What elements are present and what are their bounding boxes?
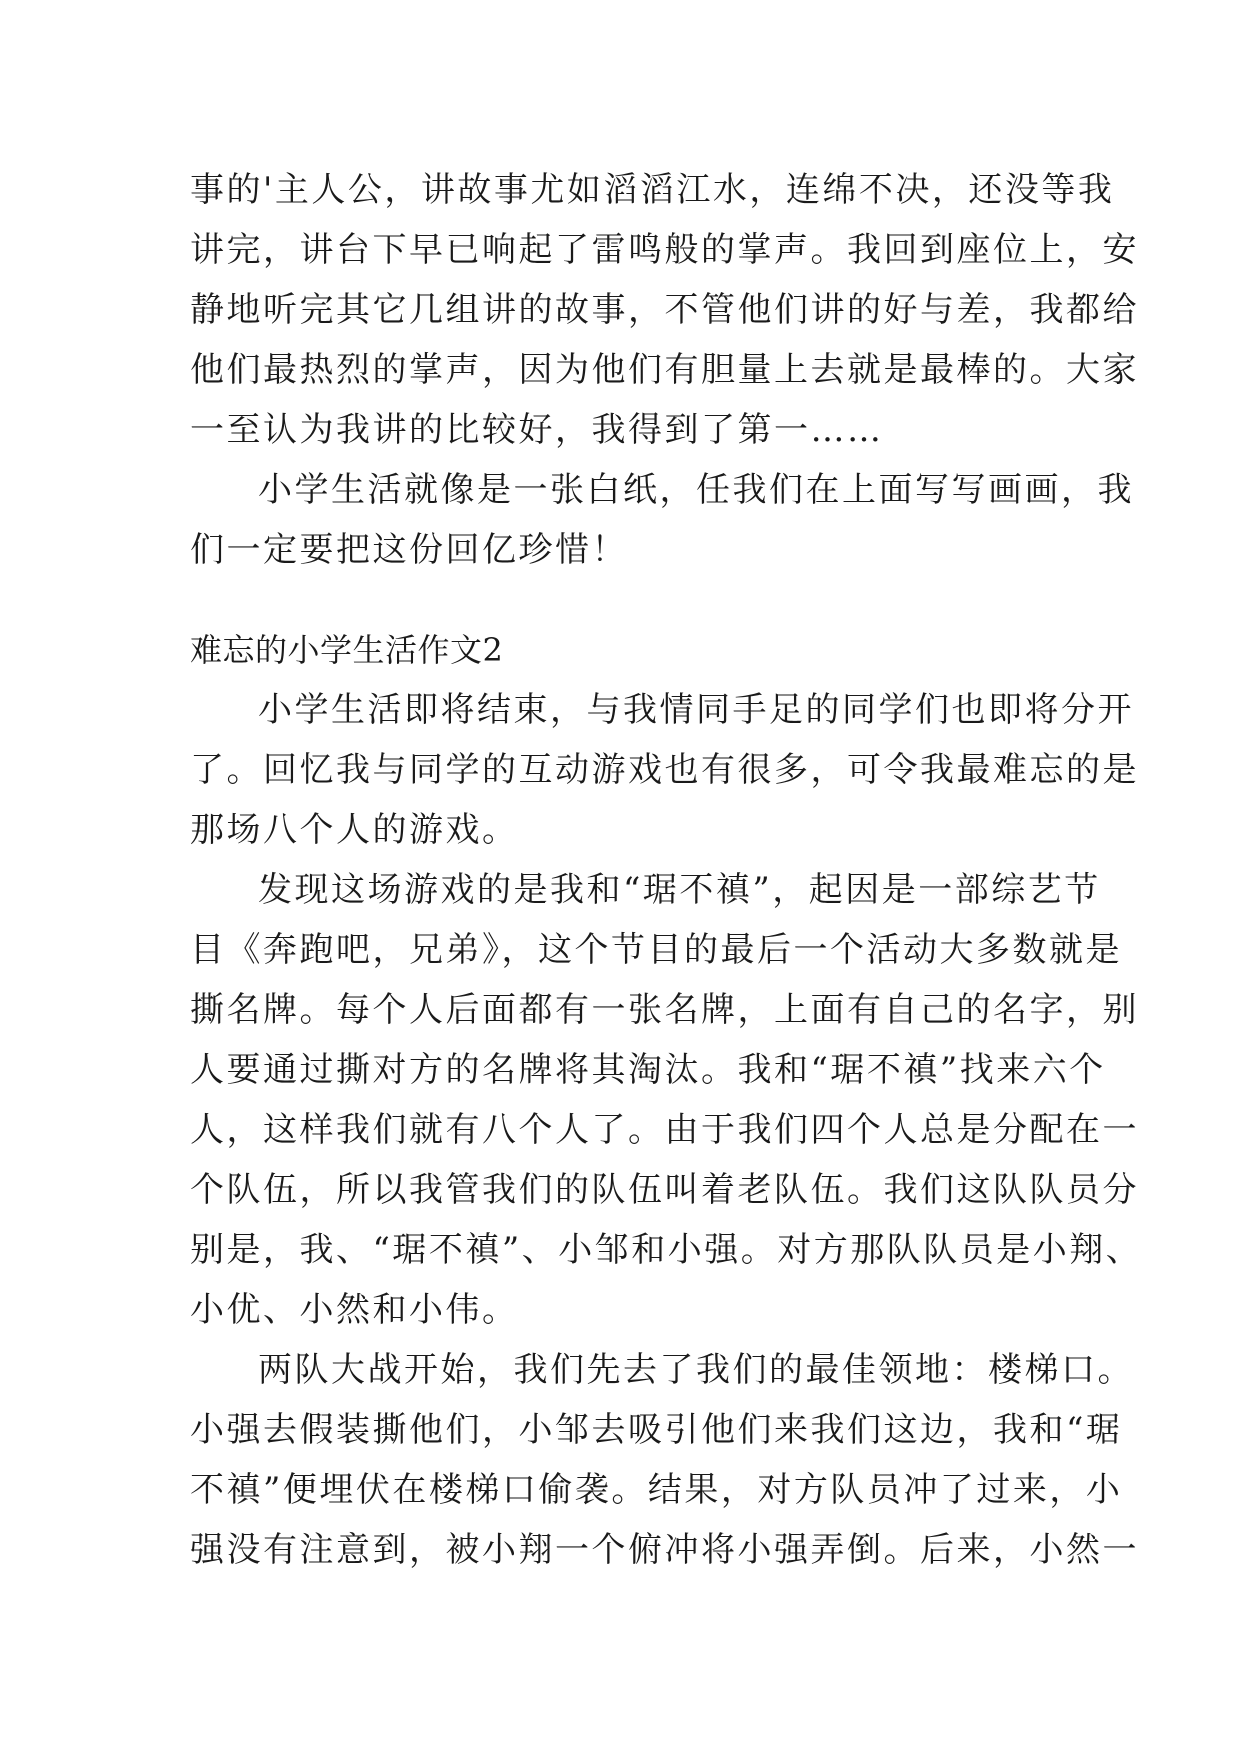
text-line: 事的'主人公，讲故事尤如滔滔江水，连绵不决，还没等我: [190, 170, 1115, 210]
paragraph: [190, 860, 1143, 1340]
text-line: 静地听完其它几组讲的故事，不管他们讲的好与差，我都给: [190, 290, 1139, 330]
text-line: 发现这场游戏的是我和“琚不禛”，起因是一部综艺节: [258, 870, 1101, 910]
paragraph: [190, 460, 1134, 580]
text-line: 强没有注意到，被小翔一个俯冲将小强弄倒。后来，小然一: [190, 1530, 1139, 1570]
text-line: 他们最热烈的掌声，因为他们有胆量上去就是最棒的。大家: [190, 350, 1139, 390]
text-line: 了。回忆我与同学的互动游戏也有很多，可令我最难忘的是: [190, 750, 1139, 790]
text-line: 不禛”便埋伏在楼梯口偷袭。结果，对方队员冲了过来，小: [190, 1470, 1123, 1510]
paragraph: [190, 1340, 1139, 1580]
paragraph: [190, 160, 1139, 460]
text-line: 们一定要把这份回亿珍惜！: [190, 530, 628, 570]
document-body: [190, 160, 1143, 1580]
text-line: 小学生活就像是一张白纸，任我们在上面写写画画，我: [258, 470, 1134, 510]
text-line: 撕名牌。每个人后面都有一张名牌，上面有自己的名字，别: [190, 990, 1139, 1030]
text-line: 小优、小然和小伟。: [190, 1290, 519, 1330]
text-line: 人，这样我们就有八个人了。由于我们四个人总是分配在一: [190, 1110, 1139, 1150]
paragraph: [190, 680, 1139, 860]
text-line: 小学生活即将结束，与我情同手足的同学们也即将分开: [258, 690, 1134, 730]
text-line: 目《奔跑吧，兄弟》，这个节目的最后一个活动大多数就是: [190, 930, 1122, 970]
text-line: 个队伍，所以我管我们的队伍叫着老队伍。我们这队队员分: [190, 1170, 1139, 1210]
text-line: 小强去假装撕他们，小邹去吸引他们来我们这边，我和“琚: [190, 1410, 1123, 1450]
text-line: 人要通过撕对方的名牌将其淘汰。我和“琚不禛”找来六个: [190, 1050, 1106, 1090]
text-line: 两队大战开始，我们先去了我们的最佳领地：楼梯口。: [258, 1350, 1134, 1390]
section-title: 难忘的小学生活作文2: [190, 631, 504, 669]
text-line: 那场八个人的游戏。: [190, 810, 519, 850]
text-line: 一至认为我讲的比较好，我得到了第一……: [190, 410, 884, 450]
text-line: 讲完，讲台下早已响起了雷鸣般的掌声。我回到座位上，安: [190, 230, 1139, 270]
text-line: 别是，我、“琚不禛”、小邹和小强。对方那队队员是小翔、: [190, 1230, 1143, 1270]
